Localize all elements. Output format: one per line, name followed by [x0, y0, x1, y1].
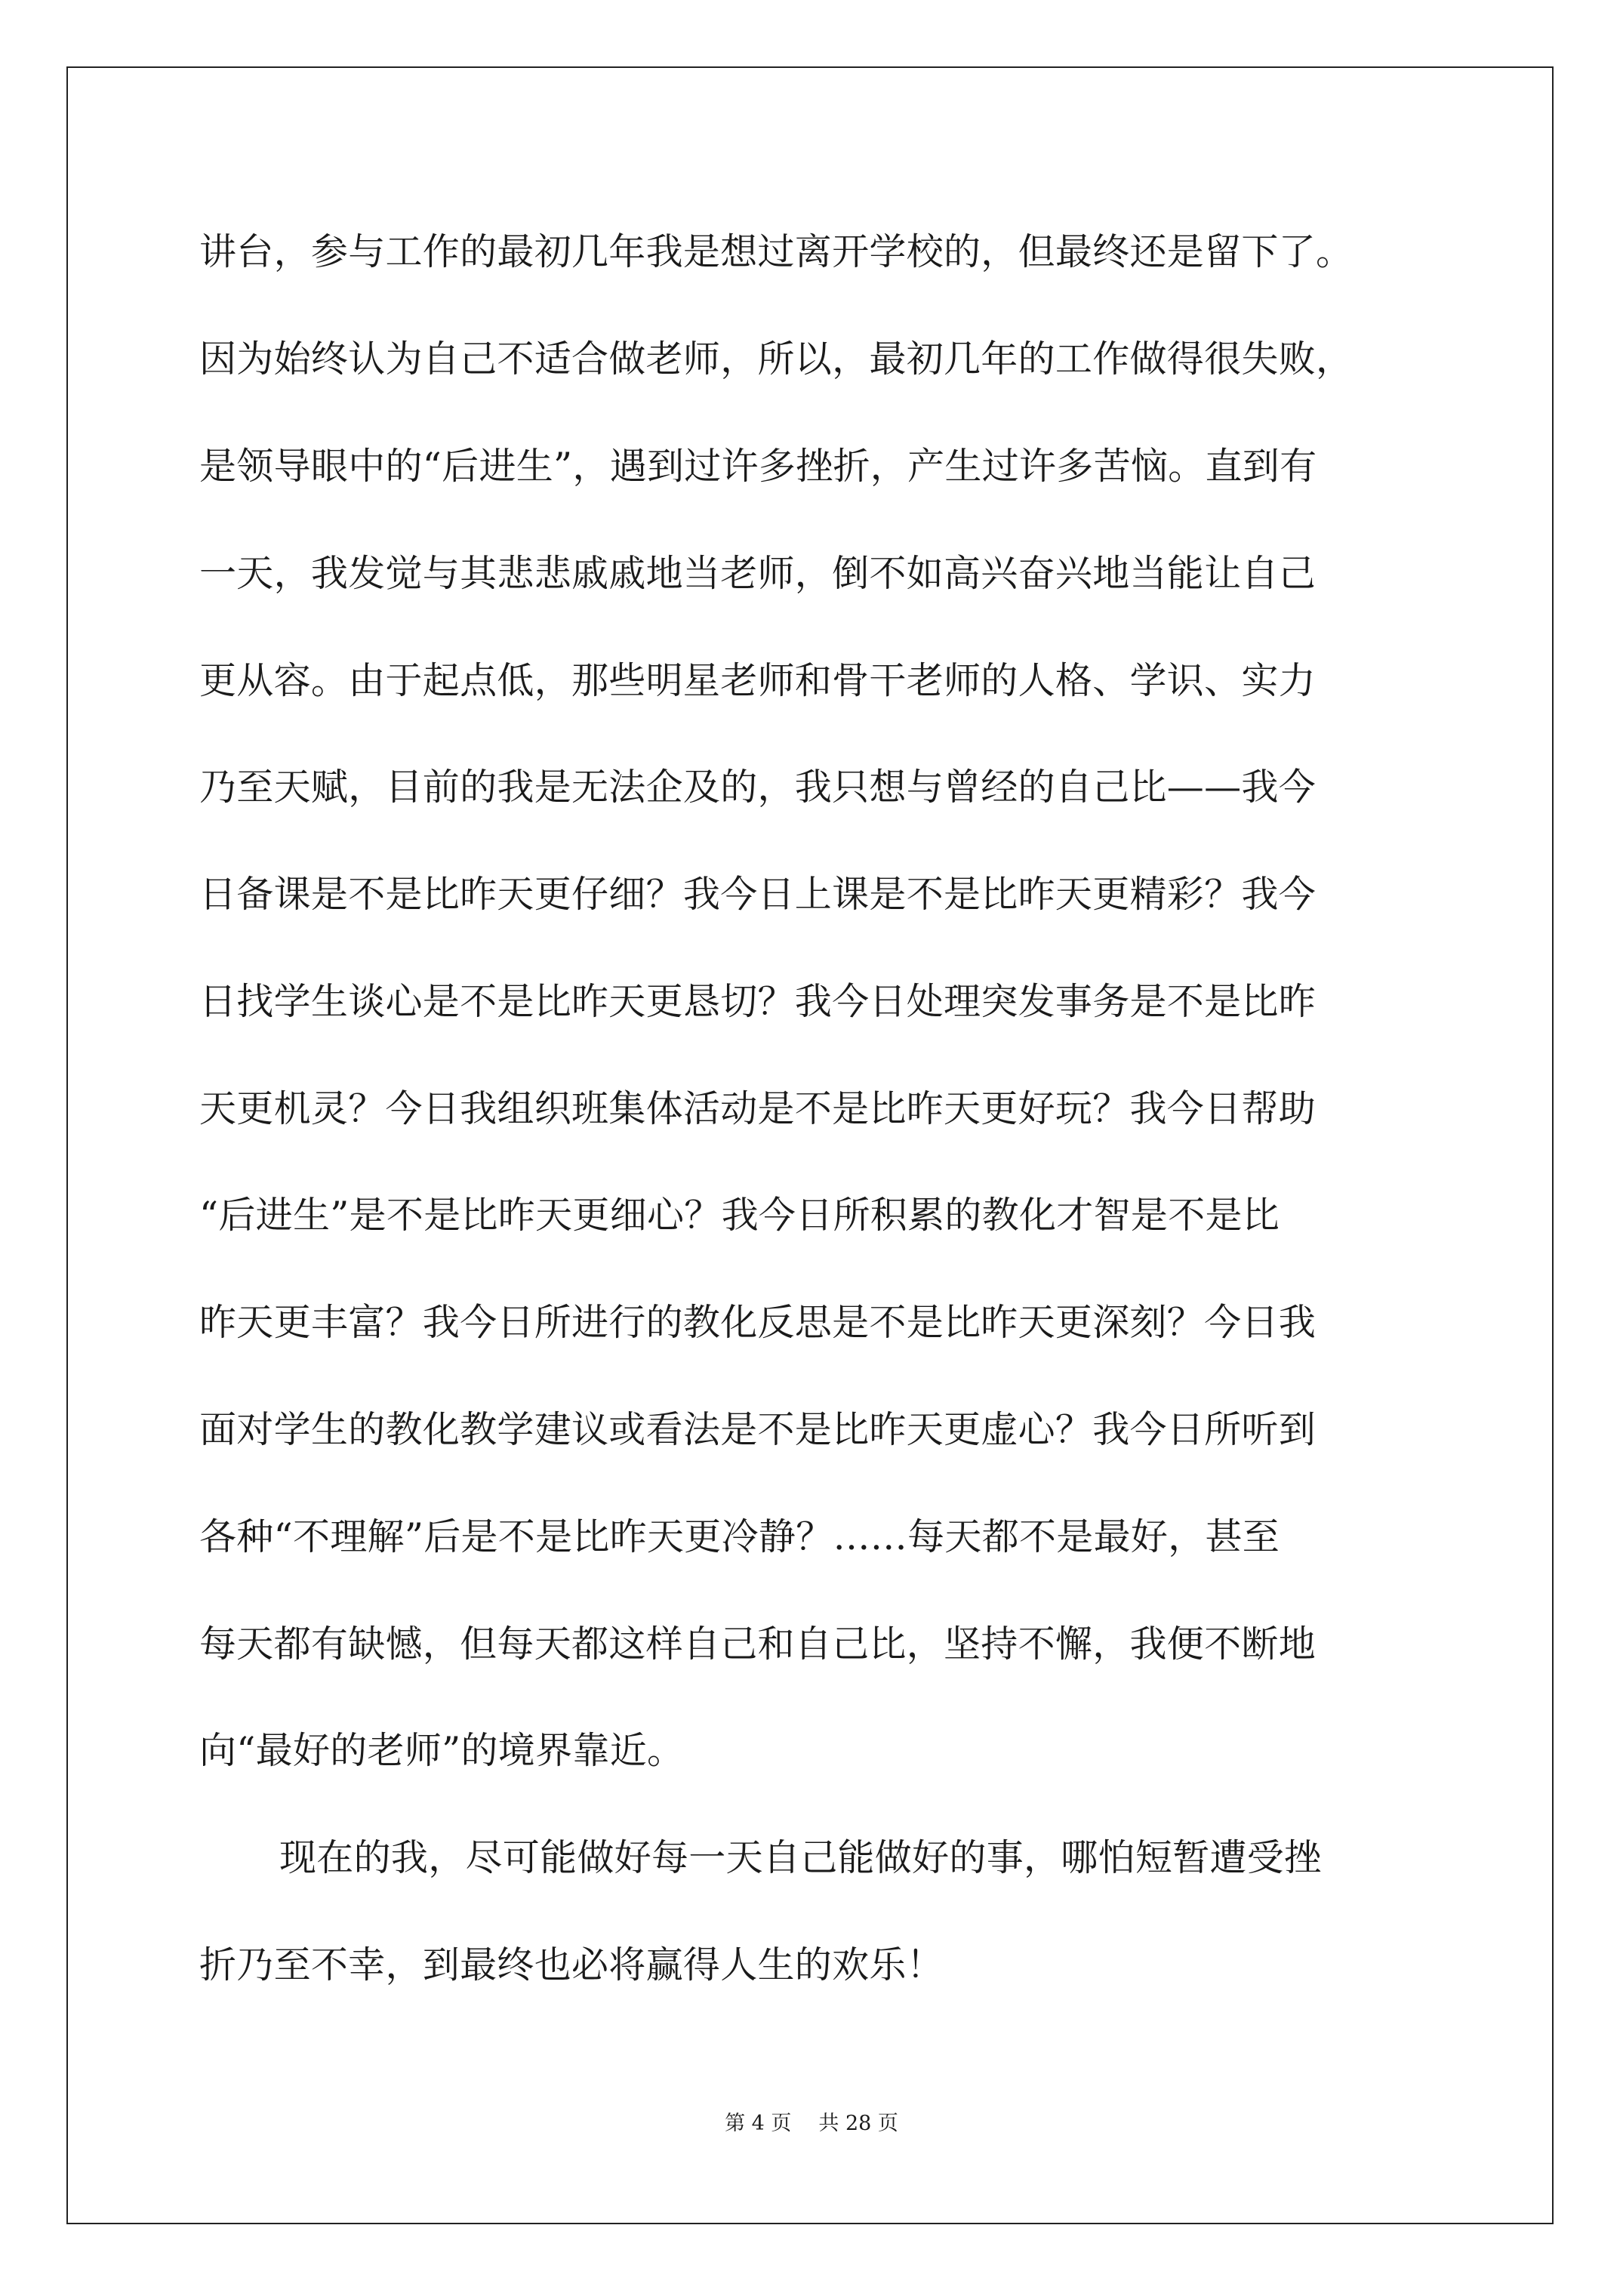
paragraph-2-line-1: 现在的我，尽可能做好每一天自己能做好的事，哪怕短暂遭受挫	[279, 1836, 1322, 1879]
text-line-14: 每天都有缺憾，但每天都这样自己和自己比，坚持不懈，我便不断地	[199, 1623, 1317, 1666]
text-line-9: 天更机灵？今日我组织班集体活动是不是比昨天更好玩？我今日帮助	[199, 1087, 1317, 1130]
text-line-15: 向“最好的老师”的境界靠近。	[199, 1729, 685, 1772]
text-line-12: 面对学生的教化教学建议或看法是不是比昨天更虚心？我今日所听到	[199, 1408, 1317, 1451]
text-line-11: 昨天更丰富？我今日所进行的教化反思是不是比昨天更深刻？今日我	[199, 1301, 1317, 1344]
text-line-13: 各种“不理解”后是不是比昨天更冷静？……每天都不是最好，甚至	[199, 1515, 1280, 1558]
page-total: 共 28 页	[818, 2112, 898, 2135]
text-line-4: 一天，我发觉与其悲悲戚戚地当老师，倒不如高兴奋兴地当能让自己	[199, 552, 1317, 595]
text-line-6: 乃至天赋，目前的我是无法企及的，我只想与曾经的自己比——我今	[199, 766, 1317, 809]
page-footer	[0, 2106, 1623, 2136]
text-line-10: “后进生”是不是比昨天更细心？我今日所积累的教化才智是不是比	[199, 1194, 1280, 1237]
paragraph-2-line-2: 折乃至不幸，到最终也必将赢得人生的欢乐！	[199, 1943, 944, 1986]
text-line-3: 是领导眼中的“后进生”，遇到过许多挫折，产生过许多苦恼。直到有	[199, 445, 1317, 488]
page-border	[66, 66, 1554, 2224]
text-line-5: 更从容。由于起点低，那些明星老师和骨干老师的人格、学识、实力	[199, 659, 1317, 702]
text-line-2: 因为始终认为自己不适合做老师，所以，最初几年的工作做得很失败，	[199, 337, 1354, 381]
text-line-7: 日备课是不是比昨天更仔细？我今日上课是不是比昨天更精彩？我今	[199, 873, 1317, 916]
page-number: 第 4 页	[725, 2112, 792, 2135]
text-line-8: 日找学生谈心是不是比昨天更恳切？我今日处理突发事务是不是比昨	[199, 980, 1317, 1023]
text-line-1: 讲台，参与工作的最初几年我是想过离开学校的，但最终还是留下了。	[199, 230, 1354, 273]
